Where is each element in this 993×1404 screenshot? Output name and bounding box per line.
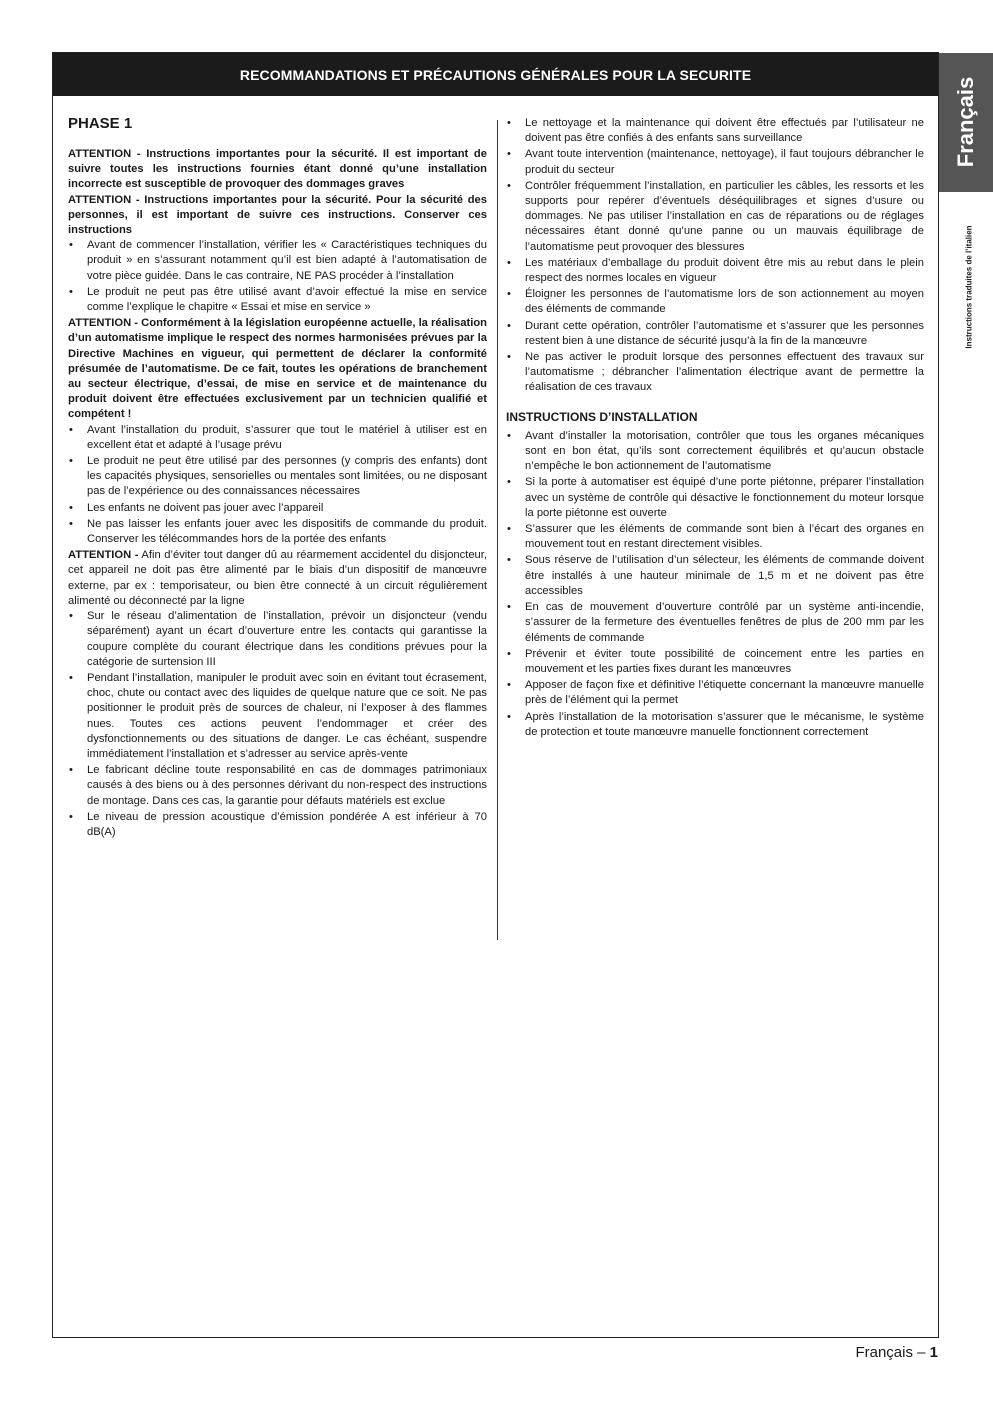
list-item: • Ne pas activer le produit lorsque des personnes effectuent des travaux sur l’automatisme ; débrancher l’alimentation électrique avant de permettre la réalisation de ces travaux <box>506 350 924 396</box>
attention-paragraph: ATTENTION - Instructions importantes pour la sécurité. Il est important de suivre toutes les instructions fournies étant donné qu’une installation incorrecte est susceptible de provoquer des dommages graves <box>68 148 487 191</box>
left-column <box>68 108 487 841</box>
list-item: • Contrôler fréquemment l’installation, en particulier les câbles, les ressorts et les supports pour repérer d’éventuels déséquilibrages et signes d’usure ou dommages. Ne pas utiliser l’installation en cas de réparations ou de réglages nécessaires étant donné qu’une panne ou un mauvais équilibrage de l’automatisme peut provoquer des blessures <box>506 179 924 255</box>
list-item: • S’assurer que les éléments de commande sont bien à l’écart des organes en mouvement tout en restant directement visibles. <box>506 522 924 552</box>
list-item: • Le produit ne peut être utilisé par des personnes (y compris des enfants) dont les capacités physiques, sensorielles ou mentales sont limitées, ou ne disposant pas de l’expérience ou des connaissances nécessaires <box>68 454 487 500</box>
attention-paragraph: ATTENTION - Conformément à la législation européenne actuelle, la réalisation d’un automatisme implique le respect des normes harmonisées prévues par la Directive Machines en vigueur, qui permettent de déclarer la conformité présumée de l’automatisme. De ce fait, toutes les opérations de branchement au secteur électrique, d’essai, de mise en service et de maintenance du produit doivent être effectuées exclusivement par un technicien qualifié et compétent ! <box>68 317 487 421</box>
attention-paragraph: ATTENTION - Instructions importantes pour la sécurité. Pour la sécurité des personnes, il est important de suivre ces instructions. Conserver ces instructions <box>68 193 487 237</box>
list-item: • Le nettoyage et la maintenance qui doivent être effectués par l’utilisateur ne doivent pas être confiés à des enfants sans surveillance <box>506 116 924 146</box>
list-item: • Les matériaux d’emballage du produit doivent être mis au rebut dans le plein respect des normes locales en vigueur <box>506 256 924 286</box>
list-item: • Le produit ne peut pas être utilisé avant d’avoir effectué la mise en service comme l’explique le chapitre « Essai et mise en service » <box>68 285 487 315</box>
list-item: • Ne pas laisser les enfants jouer avec les dispositifs de commande du produit. Conserver les télécommandes hors de la portée des enfants <box>68 517 487 547</box>
list-item: • Durant cette opération, contrôler l’automatisme et s’assurer que les personnes restent bien à une distance de sécurité jusqu’à la fin de la manœuvre <box>506 319 924 349</box>
translation-note: Instructions traduites de l’italien <box>964 225 974 349</box>
column-divider <box>497 120 498 940</box>
list-item: • Si la porte à automatiser est équipé d’une porte piétonne, préparer l’installation avec un système de contrôle qui désactive le fonctionnement du moteur lorsque la porte piétonne est ouverte <box>506 475 924 521</box>
list-item: • Après l’installation de la motorisation s’assurer que le mécanisme, le système de protection et toute manœuvre manuelle fonctionnent correctement <box>506 710 924 740</box>
list-item: • Sur le réseau d’alimentation de l’installation, prévoir un disjoncteur (vendu séparément) ayant un écart d’ouverture entre les contacts qui garantisse la coupure complète du courant électrique dans les conditions prévues pour la catégorie de surtension III <box>68 609 487 670</box>
list-item: • Pendant l’installation, manipuler le produit avec soin en évitant tout écrasement, choc, chute ou contact avec des liquides de quelque nature que ce soit. Ne pas positionner le produit près de sources de chaleur, ni l’exposer à des flammes nues. Toutes ces actions peuvent l’endommager et créer des dysfonctionnements ou des situations de danger. Le cas échéant, suspendre immédiatement l’installation et s’adresser au service après-vente <box>68 671 487 762</box>
attention-label: ATTENTION - <box>68 549 139 562</box>
bullet-list <box>68 609 487 840</box>
attention-paragraph <box>68 548 487 609</box>
list-item: • Avant l’installation du produit, s’assurer que tout le matériel à utiliser est en excellent état et adapté à l’usage prévu <box>68 423 487 453</box>
list-item: • Sous réserve de l’utilisation d’un sélecteur, les éléments de commande doivent être installés à une hauteur minimale de 1,5 m et ne doivent pas être accessibles <box>506 553 924 599</box>
phase-title: PHASE 1 <box>68 115 133 132</box>
list-item: • Prévenir et éviter toute possibilité de coincement entre les parties en mouvement et les parties fixes durant les manœuvres <box>506 647 924 677</box>
bullet-list <box>506 429 924 740</box>
page-footer <box>855 1344 938 1361</box>
right-column <box>506 116 924 741</box>
list-item: • Le fabricant décline toute responsabilité en cas de dommages patrimoniaux causés à des biens ou à des personnes dérivant du non-respect des instructions de montage. Dans ces cas, la garantie pour défauts matériels est exclue <box>68 763 487 809</box>
list-item: • Les enfants ne doivent pas jouer avec l’appareil <box>68 501 487 516</box>
header-title: RECOMMANDATIONS ET PRÉCAUTIONS GÉNÉRALES POUR LA SECURITE <box>239 66 752 83</box>
bullet-list <box>68 423 487 548</box>
footer-language: Français – <box>855 1344 926 1361</box>
list-item: • Le niveau de pression acoustique d’émission pondérée A est inférieur à 70 dB(A) <box>68 810 487 840</box>
list-item: • Avant d’installer la motorisation, contrôler que tous les organes mécaniques sont en bon état, qu’ils sont correctement équilibrés et qu’aucun obstacle n’empêche le bon actionnement de l’automatisme <box>506 429 924 475</box>
attention-text: Afin d’éviter tout danger dû au réarmement accidentel du disjoncteur, cet appareil ne doit pas être alimenté par le biais d’un dispositif de manœuvre externe, par ex : temporisateur, ou bien être connecté à un circuit régulièrement alimenté ou déconnecté par la ligne <box>68 549 487 607</box>
list-item: • Avant toute intervention (maintenance, nettoyage), il faut toujours débrancher le produit du secteur <box>506 147 924 177</box>
list-item: • En cas de mouvement d’ouverture contrôlé par un système anti-incendie, s’assurer de la fermeture des éventuelles fenêtres de plus de 200 mm par les éléments de commande <box>506 600 924 646</box>
section-heading: INSTRUCTIONS D’INSTALLATION <box>506 409 698 424</box>
bullet-list <box>68 238 487 315</box>
page-number: 1 <box>929 1344 938 1361</box>
list-item: • Apposer de façon fixe et définitive l’étiquette concernant la manœuvre manuelle près de l’élément qui la permet <box>506 678 924 708</box>
list-item: • Éloigner les personnes de l’automatisme lors de son actionnement au moyen des éléments de commande <box>506 287 924 317</box>
list-item: • Avant de commencer l’installation, vérifier les « Caractéristiques techniques du produit » en s’assurant notamment qu’il est bien adapté à l’automatisation de votre pièce guidée. Dans le cas contraire, NE PAS procéder à l’installation <box>68 238 487 284</box>
page-header <box>53 53 938 96</box>
bullet-list <box>506 116 924 396</box>
language-tab-label: Français <box>953 76 978 168</box>
